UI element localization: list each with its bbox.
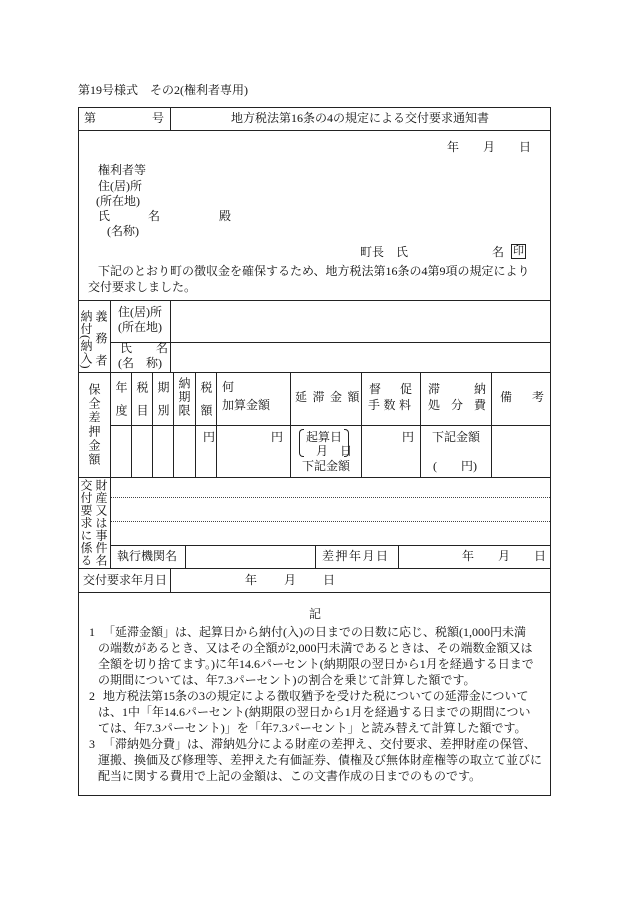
note-line: ては、年7.3パーセント)」を「年7.3パーセント」と読み替えて計算した額です。	[98, 721, 527, 735]
column-divider	[110, 300, 111, 568]
surcharge-unit: 円	[271, 430, 284, 444]
header-surcharge-line1: 何	[222, 380, 235, 394]
executing-agency-label: 執行機関名	[117, 549, 178, 563]
row-divider	[78, 372, 550, 373]
recipient-heading: 権利者等	[98, 163, 147, 177]
row-divider	[110, 342, 550, 343]
row-divider	[110, 545, 550, 546]
column-divider	[398, 545, 399, 568]
seal-mark: 印	[513, 245, 524, 257]
column-divider	[361, 372, 362, 477]
dotted-writing-line	[110, 497, 550, 498]
recipient-name-label-last: 名	[148, 209, 161, 223]
note-line: の端数があるとき、又はその全額が2,000円未満であるときは、その端数金額又は	[98, 641, 533, 655]
dotted-writing-line	[110, 521, 550, 522]
column-divider	[195, 372, 196, 477]
column-divider	[173, 372, 174, 477]
note-line: 全額を切り捨てます。)に年14.6パーセント(納期限の翌日から1月を経過する日まで	[98, 657, 534, 671]
note-line: 地方税法第15条の3の規定による徴収猶予を受けた税についての延滞金について	[103, 689, 529, 703]
recipient-address-sub: (所在地)	[96, 194, 140, 208]
header-fiscal-year: 年度	[114, 381, 128, 427]
header-remarks: 備考	[500, 390, 565, 404]
column-divider	[152, 372, 153, 477]
seizure-date-label: 差押年月日	[322, 549, 390, 563]
obligor-address-label: 住(居)所	[118, 305, 162, 319]
header-due-date: 納期限	[177, 377, 191, 418]
request-date: 年 月 日	[245, 573, 337, 587]
header-demand-fee-line1: 督促	[369, 382, 432, 396]
row-divider	[78, 592, 550, 593]
notice-body-line: 下記のとおり町の徴収金を確保するため、地方税法第16条の4第9項の規定により	[98, 264, 530, 278]
issue-date: 年 月 日	[447, 140, 532, 154]
header-disposition-line1: 滞納	[428, 382, 521, 396]
demand-fee-unit: 円	[402, 430, 415, 444]
row-divider	[78, 477, 550, 478]
column-divider	[315, 545, 316, 568]
obligor-name-label: 氏 名	[120, 341, 169, 355]
claim-label-col1: 交付要求に係る	[79, 479, 93, 567]
issuer-title: 町長 氏	[360, 245, 409, 259]
header-demand-fee-line2: 手数料	[368, 398, 415, 412]
disposition-amount: ( 円)	[433, 459, 477, 473]
note-number: 3	[89, 737, 95, 751]
bracket-left	[299, 429, 304, 457]
disposition-note: 下記金額	[432, 430, 481, 444]
column-divider	[170, 568, 171, 592]
tax-amount-unit: 円	[203, 430, 216, 444]
obligor-name-sub: (名 称)	[118, 356, 162, 370]
row-divider	[78, 130, 550, 131]
note-line: 「滞納処分費」は、滞納処分による財産の差押え、交付要求、差押財産の保管、	[103, 737, 536, 751]
note-number: 1	[89, 625, 95, 639]
column-divider	[185, 545, 186, 568]
seizure-date: 年 月 日	[462, 549, 547, 563]
reckoning-date-md: 月 日	[316, 444, 353, 458]
recipient-honorific: 殿	[219, 209, 232, 223]
header-tax-item: 税目	[135, 381, 149, 427]
request-date-label: 交付要求年月日	[83, 573, 168, 587]
claim-label-col2: 財産又は事件名	[94, 479, 108, 567]
notice-body-line: 交付要求しました。	[88, 280, 197, 294]
column-divider	[290, 372, 291, 477]
seizure-label: 保全差押金額	[87, 383, 101, 467]
obligor-label-col2: 義務者	[94, 310, 108, 376]
note-line: の期間については、年7.3パーセント)の割合を乗じて計算した額です。	[98, 673, 476, 687]
form-code: 第19号様式 その2(権利者専用)	[78, 83, 248, 97]
document-number-prefix: 第	[84, 111, 97, 125]
issuer-name-char: 名	[492, 245, 505, 259]
note-line: 配当に関する費用で上記の金額は、この文書作成の日までのものです。	[98, 769, 482, 783]
column-divider	[216, 372, 217, 477]
header-delinquency: 延滞金額	[295, 390, 366, 404]
recipient-name-label-first: 氏	[98, 209, 111, 223]
note-line: は、1中「年14.6パーセント(納期限の翌日から1月を経過する日までの期間につい	[98, 705, 531, 719]
bracket-right	[344, 429, 349, 457]
note-line: 「延滞金額」は、起算日から納付(入)の日までの日数に応じ、税額(1,000円未満	[103, 625, 526, 639]
recipient-address-label: 住(居)所	[98, 179, 142, 193]
note-line: 運搬、換価及び修理等、差押えた有価証券、債権及び無体財産権等の取立て並びに	[98, 753, 543, 767]
obligor-label-col1: 納付(納入)	[79, 310, 93, 369]
note-number: 2	[89, 689, 95, 703]
reckoning-date-label: 起算日	[306, 430, 343, 444]
row-divider	[78, 300, 550, 301]
row-divider	[110, 425, 550, 426]
document-title: 地方税法第16条の4の規定による交付要求通知書	[230, 111, 489, 125]
header-surcharge-line2: 加算金額	[222, 398, 271, 412]
notes-heading: 記	[309, 607, 322, 621]
obligor-address-sub: (所在地)	[118, 320, 162, 334]
header-disposition-line2: 処分費	[428, 398, 498, 412]
header-period: 期別	[156, 381, 170, 427]
recipient-name-sub: (名称)	[107, 224, 139, 238]
document-number-suffix: 号	[152, 111, 165, 125]
row-divider	[78, 568, 550, 569]
column-divider	[170, 300, 171, 372]
column-divider	[131, 372, 132, 477]
delinquency-note: 下記金額	[302, 459, 351, 473]
header-tax-amount: 税額	[199, 381, 213, 427]
